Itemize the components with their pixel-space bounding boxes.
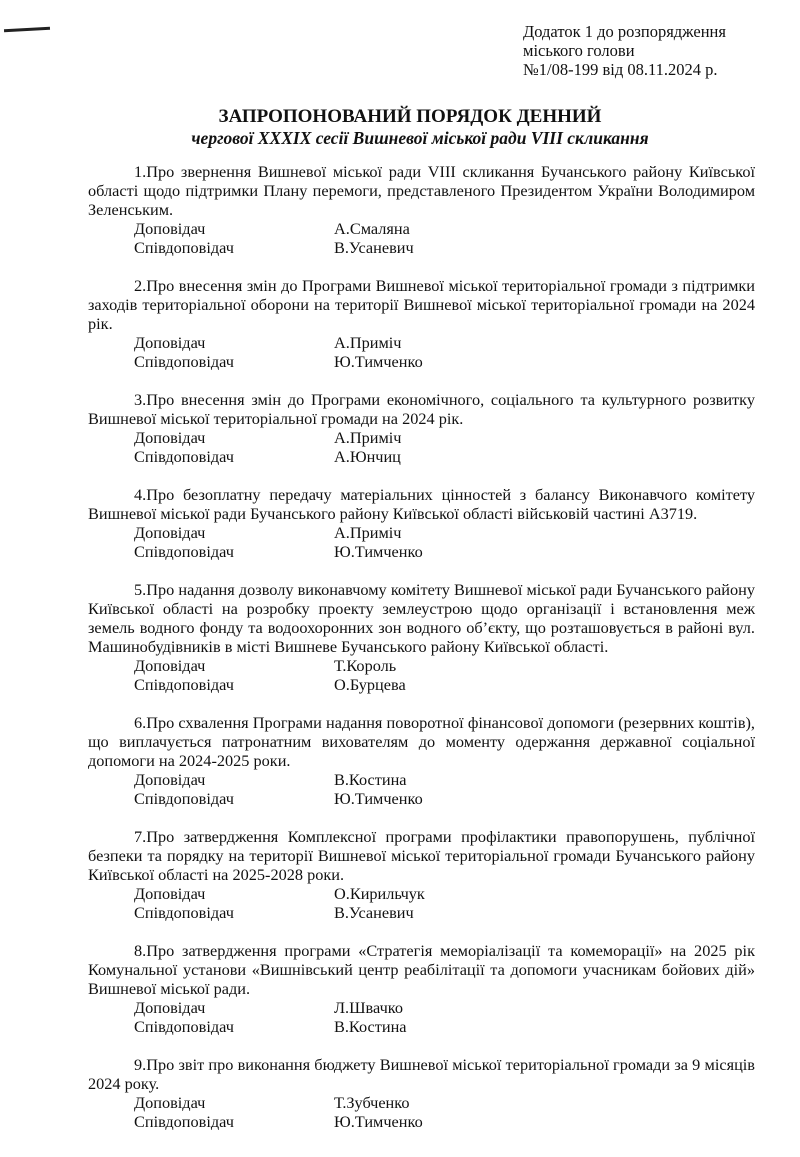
co-speaker-row bbox=[88, 352, 755, 371]
speaker-name: Л.Швачко bbox=[334, 998, 403, 1017]
agenda-item bbox=[88, 162, 755, 257]
speaker-role: Доповідач bbox=[134, 884, 206, 903]
speaker-role: Співдоповідач bbox=[134, 675, 234, 694]
speaker-row bbox=[88, 219, 755, 238]
speaker-role: Доповідач bbox=[134, 998, 206, 1017]
agenda-item-text: 8.Про затвердження програми «Стратегія меморіалізації та комеморації» на 2025 рік Комунальної установи «Вишнівський центр реабілітації та допомоги учасникам бойових дій» Вишневої міської ради. bbox=[88, 941, 755, 998]
agenda-item bbox=[88, 941, 755, 1036]
agenda-item-text: 5.Про надання дозволу виконавчому комітету Вишневої міської ради Бучанського району Київської області на розробку проекту землеустрою щодо організації і встановлення меж земель водного фонду та водоохоронних зон водного об’єкту, що розташовується в районі вул. Машинобудівників в місті Вишневе Бучанського району Київської області. bbox=[88, 580, 755, 656]
speaker-name: А.Приміч bbox=[334, 428, 402, 447]
co-speaker-row bbox=[88, 238, 755, 257]
agenda-item bbox=[88, 1055, 755, 1131]
speaker-row bbox=[88, 884, 755, 903]
speaker-name: О.Кирильчук bbox=[334, 884, 425, 903]
speaker-role: Доповідач bbox=[134, 1093, 206, 1112]
speaker-name: В.Костина bbox=[334, 770, 407, 789]
speaker-row bbox=[88, 998, 755, 1017]
speaker-name: А.Юнчиц bbox=[334, 447, 401, 466]
speaker-name: В.Усаневич bbox=[334, 903, 414, 922]
document-title: ЗАПРОПОНОВАНИЙ ПОРЯДОК ДЕННИЙ bbox=[218, 106, 602, 127]
agenda-item bbox=[88, 276, 755, 371]
co-speaker-row bbox=[88, 447, 755, 466]
speaker-role: Співдоповідач bbox=[134, 903, 234, 922]
speaker-row bbox=[88, 656, 755, 675]
speaker-name: Ю.Тимченко bbox=[334, 1112, 423, 1131]
co-speaker-row bbox=[88, 675, 755, 694]
speaker-role: Співдоповідач bbox=[134, 238, 234, 257]
agenda-item-text: 4.Про безоплатну передачу матеріальних цінностей з балансу Виконавчого комітету Вишневої міської ради Бучанського району Київської області військовій частині А3719. bbox=[88, 485, 755, 523]
speaker-name: А.Смаляна bbox=[334, 219, 410, 238]
speaker-role: Доповідач bbox=[134, 656, 206, 675]
agenda-item-text: 7.Про затвердження Комплексної програми профілактики правопорушень, публічної безпеки та порядку на території Вишневої міської територіальної громади Бучанського району Київської області на 2025-2028 роки. bbox=[88, 827, 755, 884]
speaker-role: Співдоповідач bbox=[134, 1017, 234, 1036]
agenda-item-text: 1.Про звернення Вишневої міської ради VIII скликання Бучанського району Київської області щодо підтримки Плану перемоги, представленого Президентом України Володимиром Зеленським. bbox=[88, 162, 755, 219]
speaker-row bbox=[88, 428, 755, 447]
speaker-name: В.Усаневич bbox=[334, 238, 414, 257]
co-speaker-row bbox=[88, 789, 755, 808]
agenda-item-text: 6.Про схвалення Програми надання поворотної фінансової допомоги (резервних коштів), що виплачується патронатним вихователям до моменту одержання державної соціальної допомоги на 2024-2025 роки. bbox=[88, 713, 755, 770]
speaker-name: Ю.Тимченко bbox=[334, 352, 423, 371]
document-subtitle: чергової XXXIX сесії Вишневої міської ради VIII скликання bbox=[191, 128, 649, 148]
agenda-item-text: 2.Про внесення змін до Програми Вишневої міської територіальної громади з підтримки заходів територіальної оборони на території Вишневої міської територіальної громади на 2024 рік. bbox=[88, 276, 755, 333]
speaker-role: Співдоповідач bbox=[134, 447, 234, 466]
addendum-line: №1/08-199 від 08.11.2024 р. bbox=[523, 60, 718, 79]
speaker-role: Доповідач bbox=[134, 523, 206, 542]
speaker-row bbox=[88, 523, 755, 542]
agenda-item bbox=[88, 580, 755, 694]
agenda-item bbox=[88, 390, 755, 466]
agenda-item bbox=[88, 713, 755, 808]
speaker-role: Доповідач bbox=[134, 333, 206, 352]
speaker-role: Доповідач bbox=[134, 428, 206, 447]
speaker-name: А.Приміч bbox=[334, 523, 402, 542]
addendum-block bbox=[523, 22, 726, 79]
speaker-role: Співдоповідач bbox=[134, 542, 234, 561]
speaker-name: А.Приміч bbox=[334, 333, 402, 352]
agenda-item bbox=[88, 827, 755, 922]
agenda-item-text: 3.Про внесення змін до Програми економічного, соціального та культурного розвитку Вишневої міської територіальної громади на 2024 рік. bbox=[88, 390, 755, 428]
co-speaker-row bbox=[88, 542, 755, 561]
co-speaker-row bbox=[88, 1112, 755, 1131]
agenda-item bbox=[88, 485, 755, 561]
speaker-name: В.Костина bbox=[334, 1017, 407, 1036]
speaker-name: Т.Король bbox=[334, 656, 397, 675]
speaker-name: Т.Зубченко bbox=[334, 1093, 410, 1112]
speaker-role: Співдоповідач bbox=[134, 352, 234, 371]
title-block bbox=[0, 106, 800, 149]
co-speaker-row bbox=[88, 1017, 755, 1036]
speaker-row bbox=[88, 770, 755, 789]
scan-mark bbox=[4, 27, 50, 32]
agenda-list bbox=[88, 162, 755, 1150]
speaker-role: Доповідач bbox=[134, 770, 206, 789]
speaker-role: Співдоповідач bbox=[134, 789, 234, 808]
speaker-row bbox=[88, 1093, 755, 1112]
speaker-role: Співдоповідач bbox=[134, 1112, 234, 1131]
speaker-row bbox=[88, 333, 755, 352]
co-speaker-row bbox=[88, 903, 755, 922]
agenda-item-text: 9.Про звіт про виконання бюджету Вишневої міської територіальної громади за 9 місяців 2024 року. bbox=[88, 1055, 755, 1093]
addendum-line: міського голови bbox=[523, 41, 635, 60]
speaker-name: Ю.Тимченко bbox=[334, 789, 423, 808]
speaker-role: Доповідач bbox=[134, 219, 206, 238]
speaker-name: Ю.Тимченко bbox=[334, 542, 423, 561]
speaker-name: О.Бурцева bbox=[334, 675, 406, 694]
addendum-line: Додаток 1 до розпорядження bbox=[523, 22, 726, 41]
